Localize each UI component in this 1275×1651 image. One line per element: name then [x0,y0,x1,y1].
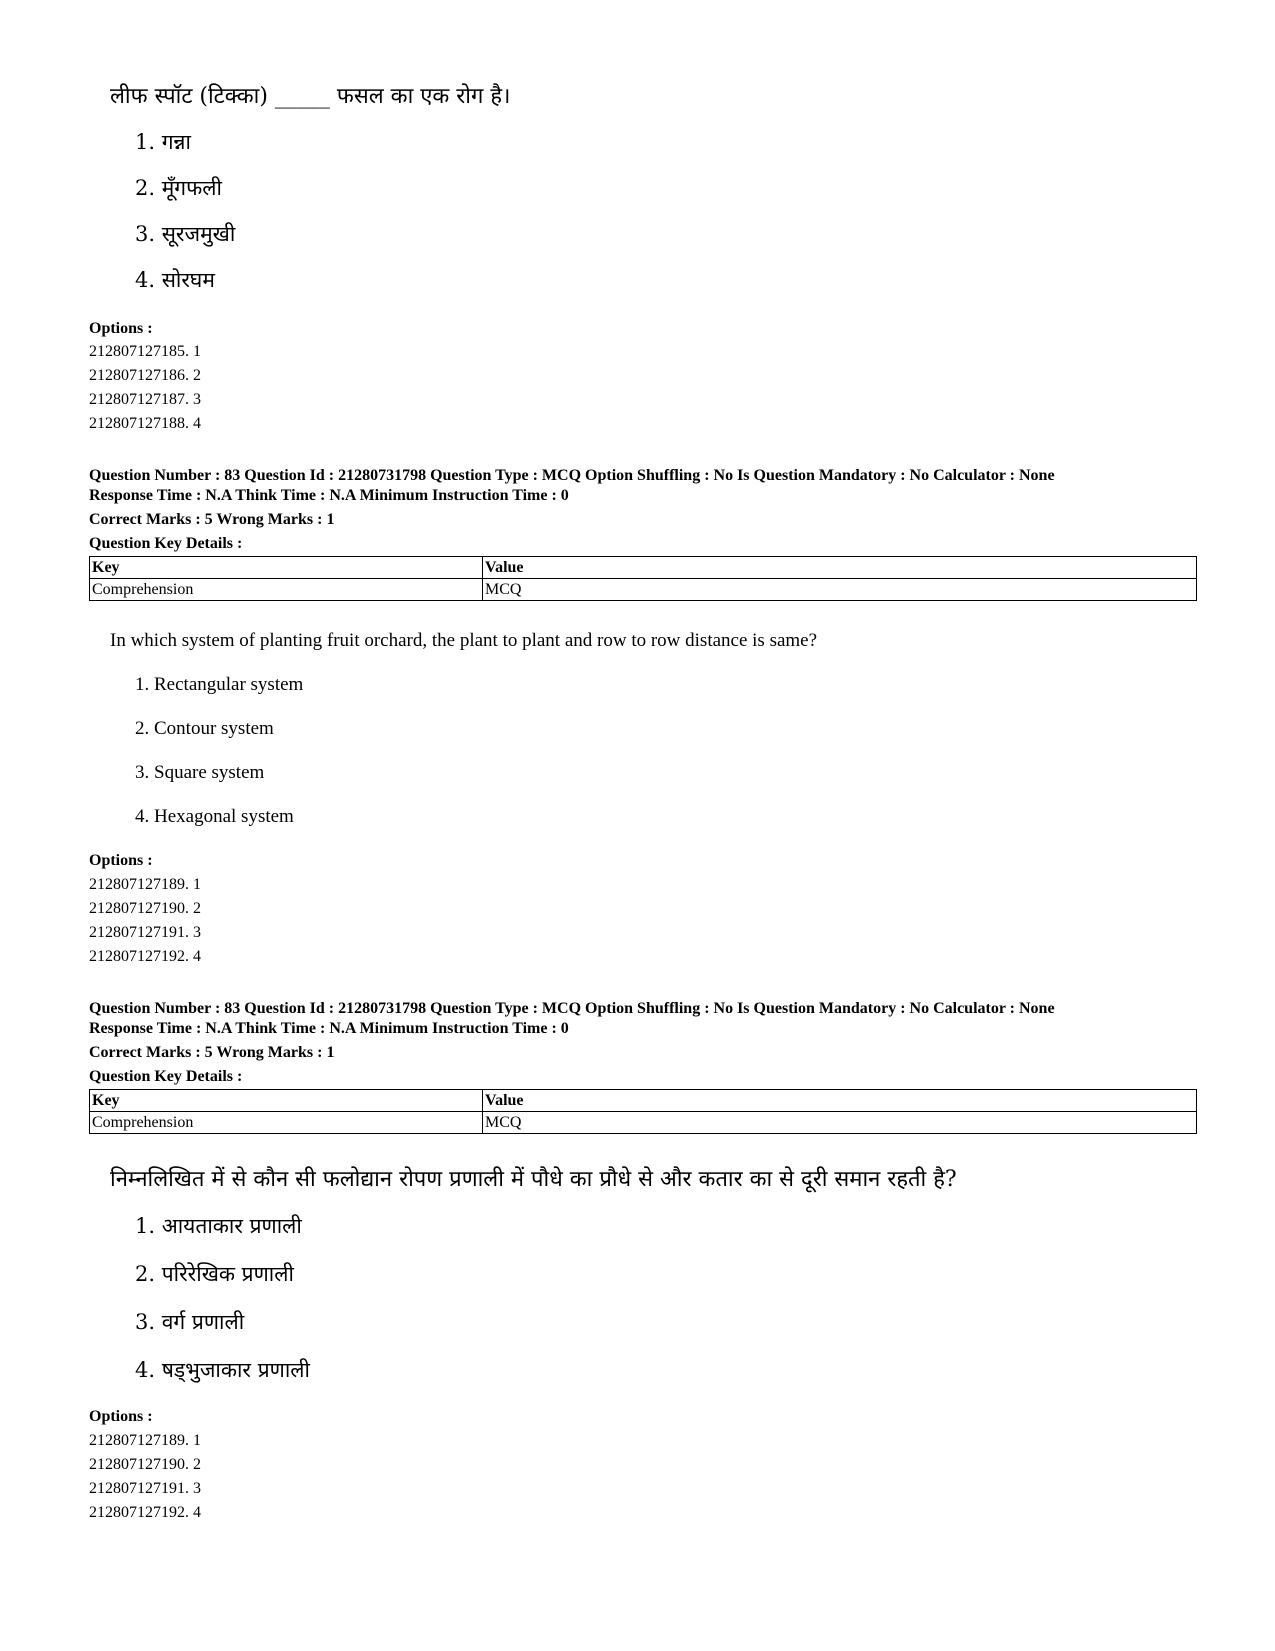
question-text: निम्नलिखित में से कौन सी फलोद्यान रोपण प्रणाली में पौधे का प्रौधे से और कतार का से दूरी समान रहती है? [110,1167,957,1192]
option-id-1: 212807127185. 1 [89,343,201,360]
marks-line: Correct Marks : 5 Wrong Marks : 1 [89,1044,335,1061]
option-id-3: 212807127191. 3 [89,924,201,941]
option-id-4: 212807127192. 4 [89,1504,201,1521]
options-label: Options : [89,320,153,337]
table-cell-value: MCQ [483,579,1197,601]
option-id-3: 212807127187. 3 [89,391,201,408]
option-id-4: 212807127188. 4 [89,415,201,432]
question-meta-line2: Response Time : N.A Think Time : N.A Minimum Instruction Time : 0 [89,1020,569,1037]
option-id-1: 212807127189. 1 [89,1432,201,1449]
choice-2: 2. परिरेखिक प्रणाली [135,1262,294,1286]
table-header-key: Key [90,557,483,579]
question-meta-line1: Question Number : 83 Question Id : 21280731798 Question Type : MCQ Option Shuffling : No Is Question Mandatory : No Calculator : None [89,1000,1055,1017]
option-id-3: 212807127191. 3 [89,1480,201,1497]
options-label: Options : [89,1408,153,1425]
choice-2: 2. मूँगफली [135,176,222,200]
option-id-4: 212807127192. 4 [89,948,201,965]
choice-1: 1. गन्ना [135,130,191,154]
table-header-value: Value [483,1090,1197,1112]
key-value-table [89,1089,1197,1134]
option-id-2: 212807127186. 2 [89,367,201,384]
marks-line: Correct Marks : 5 Wrong Marks : 1 [89,511,335,528]
question-text: लीफ स्पॉट (टिक्का) _____ फसल का एक रोग है। [110,84,511,109]
table-cell-key: Comprehension [90,1112,483,1134]
choice-1: 1. Rectangular system [135,674,304,695]
choice-3: 3. Square system [135,762,265,783]
choice-4: 4. षड्भुजाकार प्रणाली [135,1358,310,1382]
choice-2: 2. Contour system [135,718,274,739]
choice-3: 3. सूरजमुखी [135,222,236,246]
option-id-1: 212807127189. 1 [89,876,201,893]
question-text: In which system of planting fruit orchard, the plant to plant and row to row distance is same? [110,630,818,651]
option-id-2: 212807127190. 2 [89,1456,201,1473]
choice-4: 4. सोरघम [135,268,215,292]
choice-3: 3. वर्ग प्रणाली [135,1310,245,1334]
table-header-key: Key [90,1090,483,1112]
choice-1: 1. आयताकार प्रणाली [135,1214,302,1238]
key-details-label: Question Key Details : [89,535,243,552]
choice-4: 4. Hexagonal system [135,806,294,827]
question-meta-line2: Response Time : N.A Think Time : N.A Minimum Instruction Time : 0 [89,487,569,504]
table-cell-key: Comprehension [90,579,483,601]
question-meta-line1: Question Number : 83 Question Id : 21280731798 Question Type : MCQ Option Shuffling : No Is Question Mandatory : No Calculator : None [89,467,1055,484]
options-label: Options : [89,852,153,869]
option-id-2: 212807127190. 2 [89,900,201,917]
table-cell-value: MCQ [483,1112,1197,1134]
table-header-value: Value [483,557,1197,579]
key-details-label: Question Key Details : [89,1068,243,1085]
